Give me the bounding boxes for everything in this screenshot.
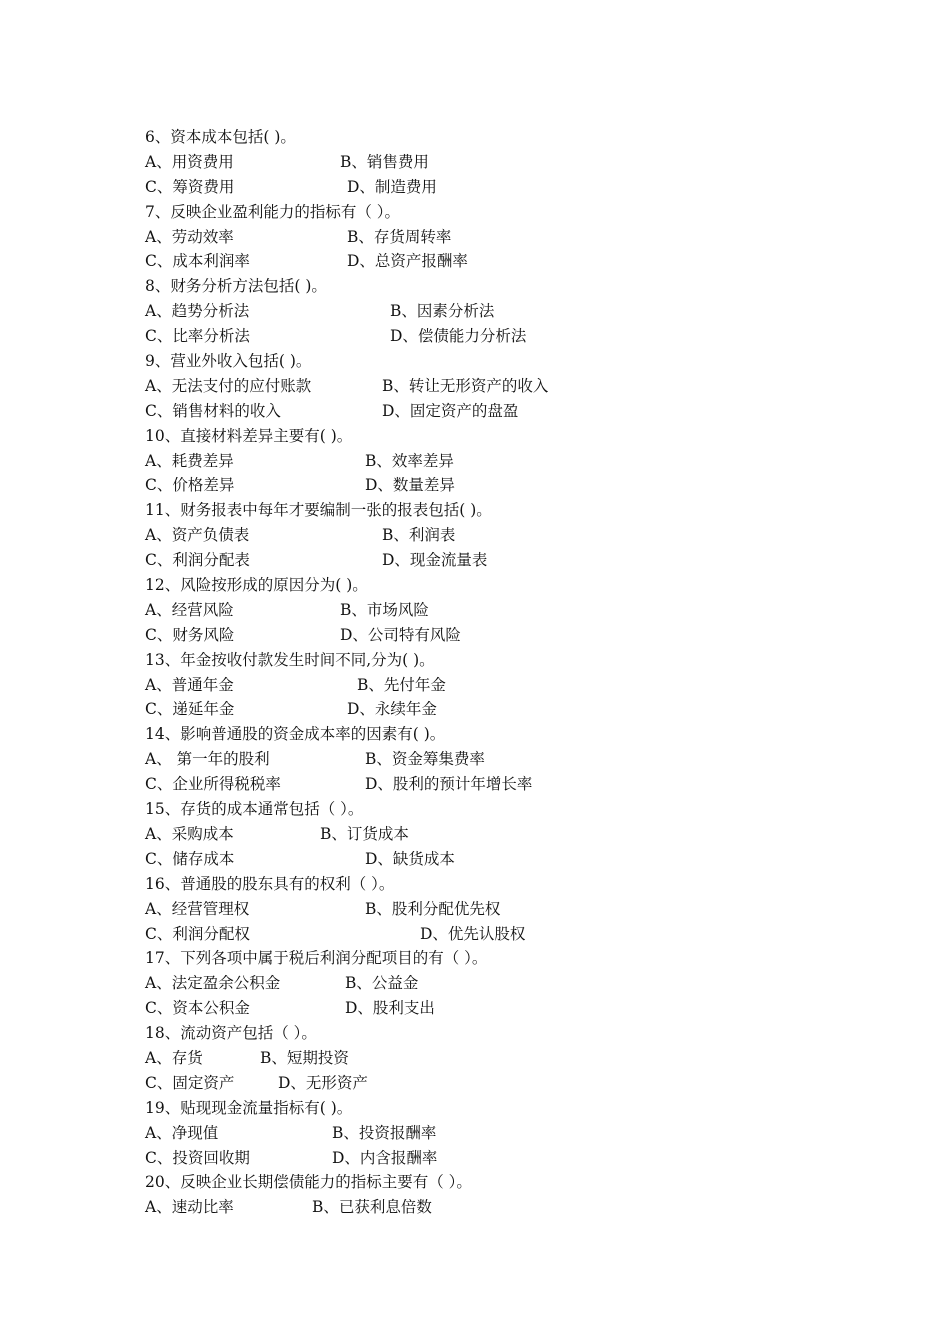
option-left: A、采购成本 — [145, 824, 234, 843]
question-text: 10、直接材料差异主要有( )。 — [145, 426, 353, 445]
option-right: B、转让无形资产的收入 — [382, 376, 549, 395]
option-row — [145, 772, 845, 797]
option-row — [145, 673, 845, 698]
option-row — [145, 374, 845, 399]
option-left: A、经营风险 — [145, 600, 234, 619]
option-row — [145, 225, 845, 250]
option-row — [145, 449, 845, 474]
option-right: B、订货成本 — [320, 824, 409, 843]
option-left: C、企业所得税税率 — [145, 775, 281, 794]
question-text: 6、资本成本包括( )。 — [145, 128, 296, 146]
option-right: D、公司特有风险 — [340, 625, 461, 644]
question-text: 13、年金按收付款发生时间不同,分为( )。 — [145, 650, 435, 669]
option-right: D、总资产报酬率 — [347, 252, 468, 271]
option-right: B、资金筹集费率 — [365, 750, 485, 769]
option-row — [145, 1046, 845, 1071]
option-right: B、因素分析法 — [390, 302, 495, 321]
option-row — [145, 299, 845, 324]
option-row — [145, 922, 845, 947]
option-right: B、市场风险 — [340, 600, 429, 619]
option-left: C、利润分配表 — [145, 551, 250, 570]
question-text: 11、财务报表中每年才要编制一张的报表包括( )。 — [145, 501, 492, 520]
question-text: 15、存货的成本通常包括（ ）。 — [145, 800, 364, 819]
option-right: B、短期投资 — [260, 1048, 349, 1067]
option-left: A、资产负债表 — [145, 526, 250, 545]
option-row — [145, 399, 845, 424]
option-row — [145, 473, 845, 498]
option-right: B、公益金 — [345, 974, 419, 993]
option-left: C、投资回收期 — [145, 1148, 250, 1167]
option-left: A、法定盈余公积金 — [145, 974, 281, 993]
option-right: B、效率差异 — [365, 451, 454, 470]
option-left: A、趋势分析法 — [145, 302, 250, 321]
question-list — [145, 125, 845, 1220]
option-left: C、利润分配权 — [145, 924, 250, 943]
option-left: C、成本利润率 — [145, 252, 250, 271]
option-left: C、财务风险 — [145, 625, 235, 644]
option-left: C、固定资产 — [145, 1073, 235, 1092]
question-text: 14、影响普通股的资金成本率的因素有( )。 — [145, 725, 446, 744]
option-left: C、储存成本 — [145, 849, 235, 868]
option-right: D、永续年金 — [347, 700, 437, 719]
option-row — [145, 697, 845, 722]
option-row — [145, 1146, 845, 1171]
option-left: C、销售材料的收入 — [145, 401, 281, 420]
option-row — [145, 1121, 845, 1146]
option-row — [145, 747, 845, 772]
option-row — [145, 847, 845, 872]
option-row — [145, 598, 845, 623]
option-right: D、股利的预计年增长率 — [365, 775, 533, 794]
option-right: D、固定资产的盘盈 — [382, 401, 519, 420]
question-text: 7、反映企业盈利能力的指标有（ ）。 — [145, 202, 401, 221]
option-right: D、制造费用 — [347, 177, 437, 196]
option-right: B、先付年金 — [357, 675, 446, 694]
option-right: B、投资报酬率 — [332, 1123, 437, 1142]
option-left: A、存货 — [145, 1048, 203, 1067]
option-right: D、内含报酬率 — [332, 1148, 438, 1167]
option-left: C、比率分析法 — [145, 327, 250, 346]
question-text: 18、流动资产包括（ ）。 — [145, 1024, 317, 1043]
option-right: B、股利分配优先权 — [365, 899, 501, 918]
option-row — [145, 150, 845, 175]
option-left: C、递延年金 — [145, 700, 235, 719]
option-left: A、无法支付的应付账款 — [145, 376, 312, 395]
option-left: A、用资费用 — [145, 152, 234, 171]
option-row — [145, 1071, 845, 1096]
question-text: 17、下列各项中属于税后利润分配项目的有（ ）。 — [145, 949, 488, 968]
option-row — [145, 249, 845, 274]
option-left: A、耗费差异 — [145, 451, 234, 470]
option-right: D、现金流量表 — [382, 551, 488, 570]
option-left: A、劳动效率 — [145, 227, 234, 246]
option-row — [145, 175, 845, 200]
option-row — [145, 523, 845, 548]
option-right: B、存货周转率 — [347, 227, 452, 246]
option-right: D、股利支出 — [345, 999, 435, 1018]
option-row — [145, 548, 845, 573]
option-left: C、价格差异 — [145, 476, 235, 495]
option-left: A、普通年金 — [145, 675, 234, 694]
question-text: 12、风险按形成的原因分为( )。 — [145, 576, 368, 595]
option-right: D、缺货成本 — [365, 849, 455, 868]
question-text: 16、普通股的股东具有的权利（ ）。 — [145, 874, 395, 893]
option-right: B、销售费用 — [340, 152, 429, 171]
option-row — [145, 971, 845, 996]
option-left: A、经营管理权 — [145, 899, 250, 918]
question-text: 20、反映企业长期偿债能力的指标主要有（ ）。 — [145, 1173, 472, 1192]
question-text: 19、贴现现金流量指标有( )。 — [145, 1098, 353, 1117]
option-left: A、净现值 — [145, 1123, 219, 1142]
option-right: D、偿债能力分析法 — [390, 327, 527, 346]
option-right: D、数量差异 — [365, 476, 455, 495]
option-left: A、速动比率 — [145, 1198, 234, 1217]
option-row — [145, 623, 845, 648]
question-text: 8、财务分析方法包括( )。 — [145, 277, 327, 296]
option-right: B、利润表 — [382, 526, 456, 545]
option-left: C、资本公积金 — [145, 999, 250, 1018]
option-row — [145, 324, 845, 349]
option-row — [145, 897, 845, 922]
question-text: 9、营业外收入包括( )。 — [145, 352, 312, 371]
option-row — [145, 996, 845, 1021]
option-right: B、已获利息倍数 — [312, 1198, 432, 1217]
option-right: D、优先认股权 — [420, 924, 526, 943]
option-row — [145, 1195, 845, 1220]
option-row — [145, 822, 845, 847]
option-left: A、 第一年的股利 — [145, 750, 270, 769]
option-right: D、无形资产 — [278, 1073, 368, 1092]
option-left: C、筹资费用 — [145, 177, 235, 196]
